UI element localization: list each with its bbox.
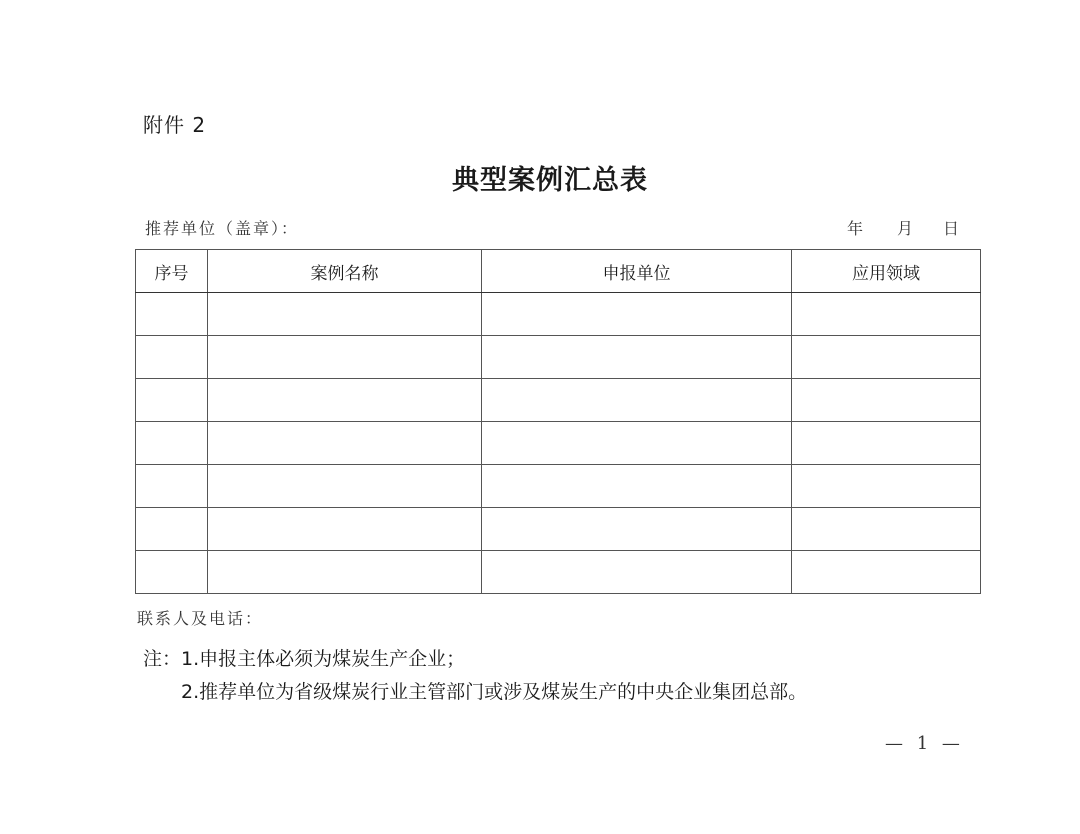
date-month-label: 月: [897, 219, 914, 238]
table-cell[interactable]: [136, 551, 208, 594]
table-cell[interactable]: [208, 551, 482, 594]
table-row: [136, 336, 981, 379]
table-row: [136, 551, 981, 594]
contact-label: 联系人及电话：: [137, 609, 264, 628]
column-header-application-field: 应用领域: [792, 250, 981, 293]
table-cell[interactable]: [482, 293, 792, 336]
table-row: [136, 422, 981, 465]
column-header-case-name: 案例名称: [208, 250, 482, 293]
table-cell[interactable]: [792, 551, 981, 594]
column-header-applicant-unit: 申报单位: [482, 250, 792, 293]
table-cell[interactable]: [482, 465, 792, 508]
table-header-row: [136, 250, 981, 293]
document-title: 典型案例汇总表: [452, 165, 648, 196]
table-cell[interactable]: [136, 379, 208, 422]
attachment-label: 附件 2: [143, 113, 207, 137]
table-cell[interactable]: [208, 379, 482, 422]
table-cell[interactable]: [792, 422, 981, 465]
table-cell[interactable]: [136, 422, 208, 465]
case-summary-table: [135, 249, 981, 594]
note-line-1: [143, 644, 465, 671]
note-label: 注：: [143, 648, 182, 670]
date-year-label: 年: [847, 219, 864, 238]
table-cell[interactable]: [208, 422, 482, 465]
table-cell[interactable]: [792, 293, 981, 336]
table-cell[interactable]: [792, 336, 981, 379]
table-cell[interactable]: [482, 551, 792, 594]
table-cell[interactable]: [482, 336, 792, 379]
table-cell[interactable]: [208, 508, 482, 551]
column-header-serial: 序号: [136, 250, 208, 293]
recommend-unit-label: 推荐单位（盖章）：: [145, 219, 300, 238]
table-cell[interactable]: [482, 379, 792, 422]
date-line: [847, 216, 963, 239]
note-item-1: 1.申报主体必须为煤炭生产企业；: [181, 648, 466, 670]
table-cell[interactable]: [136, 293, 208, 336]
table-cell[interactable]: [792, 465, 981, 508]
table-row: [136, 465, 981, 508]
table-cell[interactable]: [136, 336, 208, 379]
table-cell[interactable]: [792, 508, 981, 551]
date-day-label: 日: [943, 219, 960, 238]
page-number: — 1 —: [885, 733, 964, 754]
table-cell[interactable]: [208, 336, 482, 379]
table-cell[interactable]: [208, 293, 482, 336]
table-cell[interactable]: [482, 508, 792, 551]
table-row: [136, 508, 981, 551]
table-cell[interactable]: [136, 508, 208, 551]
table-cell[interactable]: [792, 379, 981, 422]
table-cell[interactable]: [208, 465, 482, 508]
table-row: [136, 293, 981, 336]
table-row: [136, 379, 981, 422]
table-cell[interactable]: [482, 422, 792, 465]
table-cell[interactable]: [136, 465, 208, 508]
note-item-2: 2.推荐单位为省级煤炭行业主管部门或涉及煤炭生产的中央企业集团总部。: [181, 681, 808, 703]
